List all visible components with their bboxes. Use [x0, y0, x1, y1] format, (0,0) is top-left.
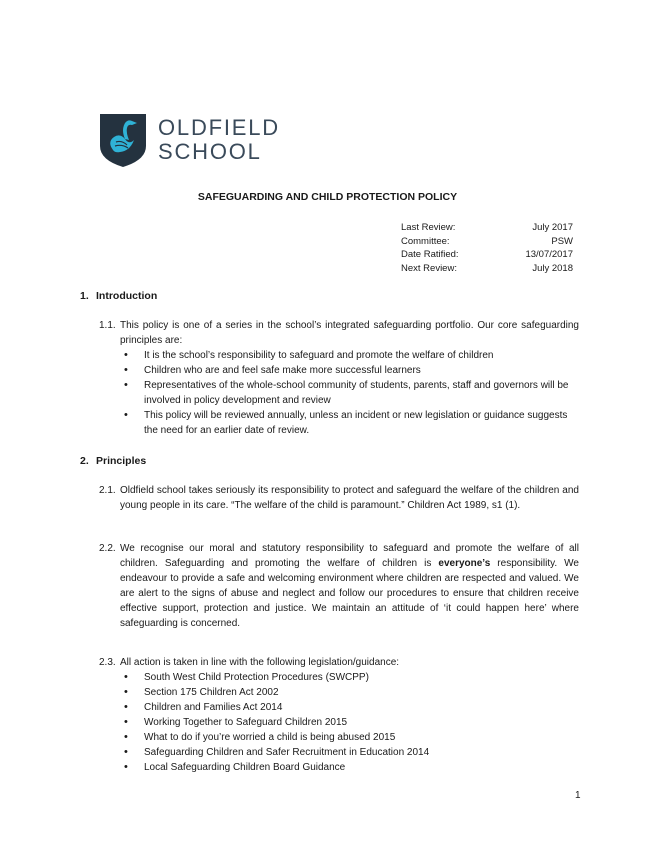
- review-info-table: [401, 221, 573, 275]
- legislation-list: [120, 670, 579, 775]
- list-item: • Children and Families Act 2014: [120, 700, 579, 715]
- logo-name-line1: OLDFIELD: [158, 115, 280, 140]
- paragraph-number: 1.1.: [99, 320, 116, 331]
- list-item: • South West Child Protection Procedures (SWCPP): [120, 670, 579, 685]
- paragraph-2-1: [99, 483, 579, 513]
- list-item: • Safeguarding Children and Safer Recruitment in Education 2014: [120, 745, 579, 760]
- review-value: July 2017: [532, 222, 573, 233]
- list-item: • Representatives of the whole-school community of students, parents, staff and governors will be involved in policy development and review: [120, 378, 579, 408]
- review-label: Next Review:: [401, 262, 457, 274]
- review-row: [401, 235, 573, 249]
- school-logo: [98, 112, 280, 168]
- list-item: • It is the school’s responsibility to safeguard and promote the welfare of children: [120, 348, 579, 363]
- review-label: Committee:: [401, 235, 450, 247]
- swan-crest-icon: [98, 112, 148, 168]
- review-value: July 2018: [532, 262, 573, 274]
- list-item: • Section 175 Children Act 2002: [120, 685, 579, 700]
- review-label: Last Review:: [401, 222, 456, 233]
- review-row: [401, 262, 573, 276]
- paragraph-text: All action is taken in line with the following legislation/guidance:: [120, 657, 400, 668]
- core-principles-list: [120, 348, 579, 438]
- section-title: Introduction: [96, 290, 158, 302]
- emphasis-everyones: everyone’s: [438, 558, 491, 569]
- paragraph-text-part: We recognise our moral and statutory responsibility to safeguard and promote the welfare of all children. Safeguarding and promoting the welfare of children is: [120, 543, 579, 569]
- document-title: SAFEGUARDING AND CHILD PROTECTION POLICY: [197, 191, 458, 203]
- paragraph-text: Oldfield school takes seriously its responsibility to protect and safeguard the welfare of the children and young people in its care. “The welfare of the child is paramount.” Children Act 1989, s1 (1).: [120, 485, 579, 511]
- review-row: [401, 221, 573, 235]
- section-heading-principles: [80, 455, 146, 467]
- paragraph-2-3: [99, 655, 579, 670]
- page-number: 1: [575, 790, 581, 801]
- paragraph-number: 2.1.: [99, 485, 116, 496]
- list-item: • Children who are and feel safe make more successful learners: [120, 363, 579, 378]
- paragraph-number: 2.3.: [99, 657, 116, 668]
- review-row: [401, 248, 573, 262]
- logo-name-line2: SCHOOL: [158, 139, 262, 164]
- list-item: • What to do if you’re worried a child is being abused 2015: [120, 730, 579, 745]
- review-value: PSW: [551, 235, 573, 247]
- paragraph-1-1: [99, 318, 579, 348]
- paragraph-2-2: [99, 541, 579, 631]
- paragraph-text: This policy is one of a series in the school’s integrated safeguarding portfolio. Our core safeguarding principles are:: [120, 320, 579, 346]
- paragraph-text: [120, 541, 579, 631]
- review-label: Date Ratified:: [401, 249, 459, 260]
- paragraph-text-part: responsibility. We endeavour to provide a safe and welcoming environment where children are respected and valued. We are alert to the signs of abuse and neglect and follow our procedures to ensure that children receive effective support, protection and justice. We maintain an attitude of ‘it could happen here’ where safeguarding is concerned.: [120, 558, 579, 629]
- list-item: • This policy will be reviewed annually, unless an incident or new legislation or guidance suggests the need for an earlier date of review.: [120, 408, 579, 438]
- list-item: • Working Together to Safeguard Children 2015: [120, 715, 579, 730]
- section-number: 2.: [80, 455, 89, 467]
- paragraph-number: 2.2.: [99, 543, 116, 554]
- review-value: 13/07/2017: [525, 249, 573, 260]
- list-item: • Local Safeguarding Children Board Guidance: [120, 760, 579, 775]
- section-heading-introduction: [80, 290, 157, 302]
- section-number: 1.: [80, 290, 89, 302]
- section-title: Principles: [96, 455, 147, 467]
